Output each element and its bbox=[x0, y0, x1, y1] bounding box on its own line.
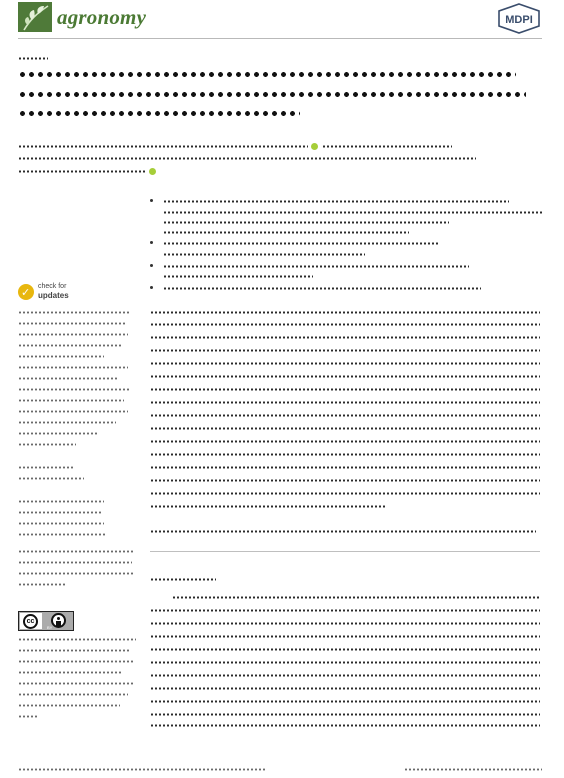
highlight-bullet bbox=[150, 264, 153, 267]
citation-text bbox=[18, 432, 98, 435]
citation-text bbox=[18, 366, 128, 369]
received-date bbox=[18, 500, 104, 503]
abstract-text bbox=[150, 492, 540, 495]
highlight-text bbox=[163, 287, 481, 290]
abstract-text bbox=[150, 349, 540, 352]
header-divider bbox=[18, 38, 542, 39]
author-list-line bbox=[18, 157, 476, 160]
article-title-line bbox=[18, 111, 300, 115]
creative-commons-icon: cc bbox=[23, 614, 38, 629]
citation-text bbox=[18, 443, 76, 446]
accepted-date bbox=[18, 522, 104, 525]
highlight-text bbox=[163, 265, 469, 268]
creative-commons-badge[interactable] bbox=[18, 611, 74, 631]
publisher-note bbox=[18, 572, 134, 575]
abstract-text bbox=[150, 479, 540, 482]
copyright-text bbox=[18, 660, 134, 663]
abstract-text bbox=[150, 311, 540, 314]
body-text bbox=[150, 687, 540, 690]
copyright-text bbox=[18, 649, 130, 652]
highlight-text bbox=[163, 253, 365, 256]
copyright-text bbox=[18, 671, 122, 674]
abstract-text bbox=[150, 466, 540, 469]
abstract-text bbox=[150, 453, 540, 456]
abstract-text bbox=[150, 323, 540, 326]
publisher-note bbox=[18, 561, 132, 564]
publisher-note bbox=[18, 550, 134, 553]
leaf-icon bbox=[18, 2, 52, 32]
citation-text bbox=[18, 333, 128, 336]
highlight-text bbox=[163, 231, 409, 234]
footer-citation bbox=[18, 768, 266, 771]
author-list-line bbox=[18, 170, 146, 173]
publisher-logo[interactable] bbox=[497, 3, 541, 34]
abstract-text bbox=[150, 414, 540, 417]
body-text bbox=[172, 596, 540, 599]
author-list-line bbox=[322, 145, 452, 148]
body-text bbox=[150, 622, 540, 625]
highlight-bullet bbox=[150, 286, 153, 289]
copyright-text bbox=[18, 693, 128, 696]
attribution-icon bbox=[51, 613, 66, 628]
copyright-text bbox=[18, 638, 136, 641]
published-date bbox=[18, 533, 106, 536]
introduction-heading bbox=[150, 578, 216, 581]
highlight-bullet bbox=[150, 199, 153, 202]
body-text bbox=[150, 661, 540, 664]
abstract-text bbox=[150, 388, 540, 391]
orcid-icon[interactable] bbox=[149, 168, 156, 175]
highlight-text bbox=[163, 242, 439, 245]
citation-text bbox=[18, 344, 122, 347]
citation-text bbox=[18, 399, 124, 402]
citation-text bbox=[18, 322, 126, 325]
abstract-text bbox=[150, 336, 540, 339]
body-text bbox=[150, 648, 540, 651]
keywords-text bbox=[150, 530, 536, 533]
copyright-text bbox=[18, 715, 38, 718]
body-text bbox=[150, 674, 540, 677]
body-text bbox=[150, 609, 540, 612]
citation-text bbox=[18, 410, 128, 413]
editor-text bbox=[18, 477, 84, 480]
by-label: BY bbox=[47, 625, 53, 630]
body-text bbox=[150, 713, 540, 716]
copyright-text bbox=[18, 682, 134, 685]
publisher-note bbox=[18, 583, 66, 586]
highlight-text bbox=[163, 200, 509, 203]
check-for-label: check for bbox=[38, 283, 67, 290]
updates-label: updates bbox=[38, 291, 69, 300]
check-for-updates-button[interactable] bbox=[18, 283, 78, 303]
citation-text bbox=[18, 377, 118, 380]
abstract-text bbox=[150, 440, 540, 443]
revised-date bbox=[18, 511, 102, 514]
editor-text bbox=[18, 466, 74, 469]
abstract-text bbox=[150, 401, 540, 404]
highlight-bullet bbox=[150, 241, 153, 244]
body-text bbox=[150, 700, 540, 703]
copyright-text bbox=[18, 704, 120, 707]
citation-text bbox=[18, 355, 104, 358]
abstract-text bbox=[150, 505, 386, 508]
highlight-text bbox=[163, 275, 313, 278]
section-divider bbox=[150, 551, 540, 552]
journal-logo bbox=[18, 2, 52, 32]
abstract-text bbox=[150, 362, 540, 365]
abstract-text bbox=[150, 427, 540, 430]
article-type bbox=[18, 57, 48, 60]
highlight-text bbox=[163, 221, 449, 224]
citation-text bbox=[18, 388, 130, 391]
orcid-icon[interactable] bbox=[311, 143, 318, 150]
journal-name[interactable]: agronomy bbox=[57, 5, 147, 29]
highlight-text bbox=[163, 211, 543, 214]
checkmark-icon: ✓ bbox=[18, 284, 34, 300]
body-text bbox=[150, 724, 540, 727]
body-text bbox=[150, 635, 540, 638]
abstract-text bbox=[150, 375, 540, 378]
author-list-line bbox=[18, 145, 308, 148]
footer-url[interactable] bbox=[404, 768, 542, 771]
publisher-name: MDPI bbox=[505, 14, 533, 26]
citation-text bbox=[18, 311, 130, 314]
citation-text bbox=[18, 421, 116, 424]
article-title-line bbox=[18, 92, 526, 96]
article-title-line bbox=[18, 72, 516, 76]
